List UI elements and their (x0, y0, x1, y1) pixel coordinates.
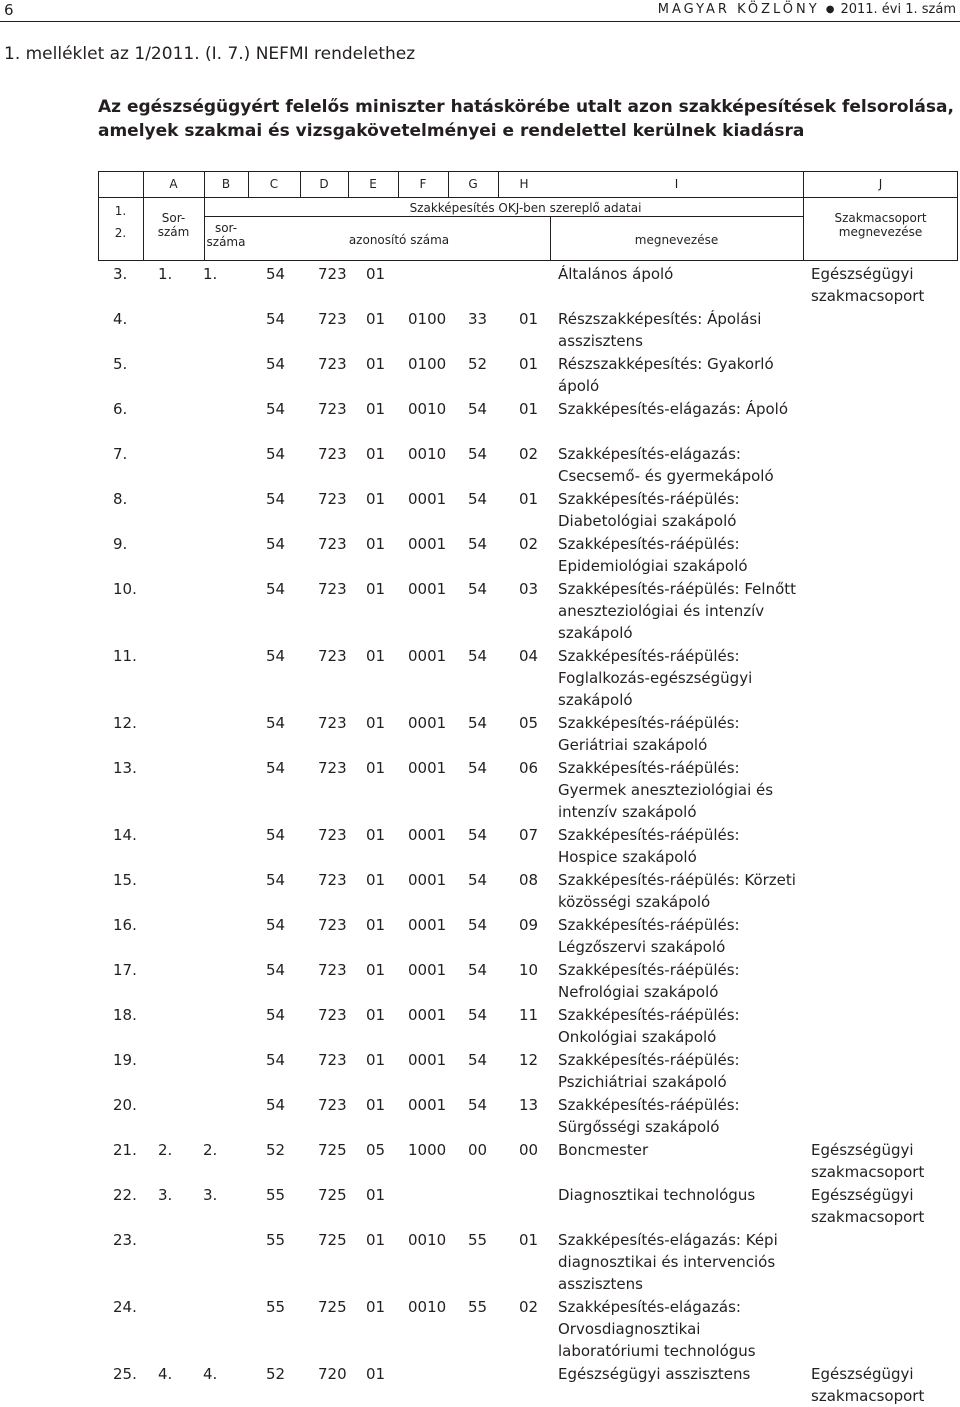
qualification-name: Szakképesítés-ráépülés: Nefrológiai szakápoló (558, 961, 740, 1001)
code-part-1: 54 (266, 647, 286, 665)
sorszama-cell: 2. (203, 1141, 218, 1159)
code-part-5: 54 (468, 445, 488, 463)
code-part-4: 0100 (408, 355, 447, 373)
code-part-1: 54 (266, 759, 286, 777)
qualification-name: Szakképesítés-elágazás: Ápoló (558, 400, 789, 418)
occupational-group: Egészségügyi szakmacsoport (811, 1186, 925, 1226)
row-number: 13. (113, 759, 137, 777)
journal-title (658, 2, 956, 17)
header-szakmacsoport: Szakmacsoport megnevezése (834, 211, 927, 239)
code-part-5: 54 (468, 400, 488, 418)
qualification-name: Általános ápoló (558, 265, 674, 283)
column-letter-e: E (369, 177, 377, 191)
document-title: Az egészségügyért felelős miniszter hatáskörébe utalt azon szakképesítések felsorolása, amelyek szakmai és vizsgakövetelményei e rendelettel kerülnek kiadásra (98, 97, 954, 141)
grid-line-bottom (98, 260, 958, 261)
code-part-1: 55 (266, 1298, 286, 1316)
code-part-5: 54 (468, 490, 488, 508)
code-part-1: 54 (266, 714, 286, 732)
row-number: 20. (113, 1096, 137, 1114)
row-number: 18. (113, 1006, 137, 1024)
code-part-2: 725 (318, 1141, 347, 1159)
code-part-3: 01 (366, 265, 386, 283)
code-part-1: 54 (266, 1096, 286, 1114)
code-part-6: 11 (519, 1006, 539, 1024)
code-part-5: 54 (468, 1051, 488, 1069)
code-part-1: 54 (266, 1051, 286, 1069)
code-part-2: 723 (318, 400, 347, 418)
row-number: 15. (113, 871, 137, 889)
code-part-5: 54 (468, 916, 488, 934)
row-number: 7. (113, 445, 128, 463)
table-header (98, 171, 958, 261)
code-part-6: 03 (519, 580, 539, 598)
code-part-1: 54 (266, 265, 286, 283)
annex-title: 1. melléklet az 1/2011. (I. 7.) NEFMI rendelethez (4, 44, 416, 64)
sorszam-cell: 4. (158, 1365, 173, 1383)
code-part-1: 54 (266, 355, 286, 373)
code-part-6: 02 (519, 1298, 539, 1316)
code-part-5: 55 (468, 1231, 488, 1249)
row-number: 11. (113, 647, 137, 665)
qualification-name: Diagnosztikai technológus (558, 1186, 756, 1204)
code-part-2: 723 (318, 647, 347, 665)
code-part-3: 01 (366, 871, 386, 889)
grid-line-row1 (98, 197, 958, 198)
code-part-1: 54 (266, 916, 286, 934)
code-part-2: 723 (318, 826, 347, 844)
code-part-3: 01 (366, 355, 386, 373)
column-letter-h: H (519, 177, 529, 191)
code-part-6: 05 (519, 714, 539, 732)
code-part-4: 0001 (408, 535, 447, 553)
header-sorszama: sor- száma (206, 221, 246, 249)
column-letter-g: G (468, 177, 478, 191)
code-part-4: 0001 (408, 759, 447, 777)
row-number: 6. (113, 400, 128, 418)
code-part-1: 52 (266, 1365, 286, 1383)
sorszam-cell: 1. (158, 265, 173, 283)
code-part-4: 0001 (408, 961, 447, 979)
header-okj-group: Szakképesítés OKJ-ben szereplő adatai (409, 201, 642, 215)
code-part-5: 54 (468, 535, 488, 553)
grid-line-top (98, 171, 958, 172)
code-part-4: 0010 (408, 400, 447, 418)
row-number: 10. (113, 580, 137, 598)
qualification-name: Egészségügyi asszisztens (558, 1365, 751, 1383)
qualification-name: Szakképesítés-ráépülés: Sürgősségi szakápoló (558, 1096, 740, 1136)
code-part-3: 01 (366, 647, 386, 665)
header-megnevezese: megnevezése (634, 233, 719, 247)
code-part-2: 723 (318, 535, 347, 553)
code-part-1: 54 (266, 445, 286, 463)
code-part-1: 54 (266, 871, 286, 889)
code-part-4: 0001 (408, 714, 447, 732)
code-part-6: 01 (519, 310, 539, 328)
column-letter-c: C (269, 177, 279, 191)
code-part-3: 01 (366, 310, 386, 328)
code-part-4: 0010 (408, 1298, 447, 1316)
code-part-6: 09 (519, 916, 539, 934)
code-part-3: 01 (366, 1096, 386, 1114)
sorszama-cell: 1. (203, 265, 218, 283)
code-part-6: 02 (519, 445, 539, 463)
code-part-5: 54 (468, 871, 488, 889)
code-part-2: 725 (318, 1186, 347, 1204)
issue-label: 2011. évi 1. szám (840, 2, 956, 17)
code-part-5: 52 (468, 355, 488, 373)
code-part-4: 0001 (408, 916, 447, 934)
code-part-4: 0001 (408, 1051, 447, 1069)
qualification-name: Szakképesítés-ráépülés: Foglalkozás-egészségügyi szakápoló (558, 647, 753, 709)
code-part-3: 01 (366, 1051, 386, 1069)
code-part-2: 723 (318, 265, 347, 283)
code-part-5: 54 (468, 714, 488, 732)
code-part-2: 723 (318, 961, 347, 979)
code-part-1: 55 (266, 1186, 286, 1204)
code-part-4: 0001 (408, 647, 447, 665)
journal-name: MAGYAR KÖZLÖNY (657, 2, 820, 17)
code-part-6: 01 (519, 1231, 539, 1249)
row-number-2: 2. (114, 226, 127, 240)
row-number: 24. (113, 1298, 137, 1316)
code-part-4: 0100 (408, 310, 447, 328)
row-number: 8. (113, 490, 128, 508)
code-part-6: 10 (519, 961, 539, 979)
row-number: 3. (113, 265, 128, 283)
column-letter-b: B (221, 177, 231, 191)
qualification-name: Szakképesítés-ráépülés: Diabetológiai szakápoló (558, 490, 740, 530)
code-part-4: 0001 (408, 580, 447, 598)
page-header (0, 0, 960, 20)
sorszam-cell: 2. (158, 1141, 173, 1159)
code-part-1: 54 (266, 580, 286, 598)
row-number: 4. (113, 310, 128, 328)
code-part-6: 00 (519, 1141, 539, 1159)
code-part-6: 07 (519, 826, 539, 844)
code-part-6: 12 (519, 1051, 539, 1069)
row-number: 5. (113, 355, 128, 373)
row-number: 19. (113, 1051, 137, 1069)
code-part-3: 01 (366, 961, 386, 979)
code-part-2: 723 (318, 871, 347, 889)
code-part-3: 01 (366, 826, 386, 844)
page-number: 6 (4, 1, 14, 19)
code-part-2: 723 (318, 445, 347, 463)
code-part-6: 04 (519, 647, 539, 665)
code-part-5: 54 (468, 1006, 488, 1024)
code-part-5: 00 (468, 1141, 488, 1159)
qualification-name: Részszakképesítés: Gyakorló ápoló (558, 355, 774, 395)
qualification-name: Szakképesítés-ráépülés: Körzeti közösségi szakápoló (558, 871, 796, 911)
code-part-3: 01 (366, 580, 386, 598)
row-number: 17. (113, 961, 137, 979)
code-part-4: 0001 (408, 826, 447, 844)
row-number: 12. (113, 714, 137, 732)
code-part-2: 723 (318, 1006, 347, 1024)
code-part-3: 01 (366, 1186, 386, 1204)
header-sorszam: Sor- szám (157, 211, 190, 239)
code-part-3: 01 (366, 1365, 386, 1383)
code-part-1: 54 (266, 490, 286, 508)
sorszam-cell: 3. (158, 1186, 173, 1204)
row-number: 22. (113, 1186, 137, 1204)
code-part-3: 01 (366, 714, 386, 732)
code-part-3: 01 (366, 535, 386, 553)
code-part-5: 54 (468, 647, 488, 665)
row-number: 25. (113, 1365, 137, 1383)
row-number: 9. (113, 535, 128, 553)
code-part-2: 723 (318, 490, 347, 508)
qualification-name: Boncmester (558, 1141, 649, 1159)
code-part-2: 723 (318, 714, 347, 732)
code-part-2: 723 (318, 355, 347, 373)
column-letter-f: F (419, 177, 427, 191)
code-part-2: 723 (318, 580, 347, 598)
code-part-1: 52 (266, 1141, 286, 1159)
header-rule (0, 21, 960, 22)
qualification-name: Szakképesítés-ráépülés: Gyermek aneszteziológiai és intenzív szakápoló (558, 759, 774, 821)
qualification-name: Részszakképesítés: Ápolási asszisztens (558, 310, 762, 350)
row-number-1: 1. (114, 204, 127, 218)
code-part-3: 05 (366, 1141, 386, 1159)
code-part-6: 01 (519, 490, 539, 508)
qualification-name: Szakképesítés-ráépülés: Légzőszervi szakápoló (558, 916, 740, 956)
sorszama-cell: 4. (203, 1365, 218, 1383)
code-part-5: 54 (468, 826, 488, 844)
qualification-name: Szakképesítés-elágazás: Orvosdiagnosztikai laboratóriumi technológus (558, 1298, 756, 1360)
code-part-1: 54 (266, 535, 286, 553)
qualification-name: Szakképesítés-ráépülés: Onkológiai szakápoló (558, 1006, 740, 1046)
column-letter-a: A (169, 177, 178, 191)
code-part-4: 0001 (408, 1006, 447, 1024)
code-part-2: 723 (318, 310, 347, 328)
code-part-6: 01 (519, 400, 539, 418)
qualification-name: Szakképesítés-ráépülés: Hospice szakápoló (558, 826, 740, 866)
code-part-2: 723 (318, 759, 347, 777)
code-part-2: 725 (318, 1231, 347, 1249)
code-part-6: 01 (519, 355, 539, 373)
header-azonosito: azonosító száma (348, 233, 450, 247)
code-part-1: 55 (266, 1231, 286, 1249)
code-part-6: 02 (519, 535, 539, 553)
column-letter-d: D (319, 177, 329, 191)
column-letter-i: I (674, 177, 679, 191)
code-part-3: 01 (366, 490, 386, 508)
code-part-5: 55 (468, 1298, 488, 1316)
code-part-5: 54 (468, 759, 488, 777)
code-part-4: 0010 (408, 445, 447, 463)
sorszama-cell: 3. (203, 1186, 218, 1204)
code-part-3: 01 (366, 1231, 386, 1249)
row-number: 23. (113, 1231, 137, 1249)
row-number: 21. (113, 1141, 137, 1159)
qualification-name: Szakképesítés-ráépülés: Pszichiátriai szakápoló (558, 1051, 740, 1091)
code-part-3: 01 (366, 759, 386, 777)
qualification-name: Szakképesítés-elágazás: Csecsemő- és gyermekápoló (558, 445, 774, 485)
code-part-1: 54 (266, 400, 286, 418)
code-part-4: 0010 (408, 1231, 447, 1249)
code-part-4: 0001 (408, 871, 447, 889)
code-part-5: 33 (468, 310, 488, 328)
row-number: 16. (113, 916, 137, 934)
code-part-6: 13 (519, 1096, 539, 1114)
qualification-name: Szakképesítés-ráépülés: Epidemiológiai szakápoló (558, 535, 748, 575)
code-part-2: 723 (318, 1051, 347, 1069)
code-part-4: 0001 (408, 490, 447, 508)
occupational-group: Egészségügyi szakmacsoport (811, 1141, 925, 1181)
code-part-6: 08 (519, 871, 539, 889)
column-letter-j: J (878, 177, 883, 191)
code-part-1: 54 (266, 1006, 286, 1024)
code-part-1: 54 (266, 826, 286, 844)
code-part-3: 01 (366, 400, 386, 418)
code-part-2: 723 (318, 916, 347, 934)
code-part-3: 01 (366, 445, 386, 463)
row-number: 14. (113, 826, 137, 844)
code-part-3: 01 (366, 1006, 386, 1024)
code-part-1: 54 (266, 310, 286, 328)
code-part-2: 720 (318, 1365, 347, 1383)
code-part-6: 06 (519, 759, 539, 777)
grid-line-row2 (204, 216, 803, 217)
code-part-3: 01 (366, 1298, 386, 1316)
qualification-name: Szakképesítés-ráépülés: Felnőtt aneszteziológiai és intenzív szakápoló (558, 580, 797, 642)
code-part-1: 54 (266, 961, 286, 979)
code-part-5: 54 (468, 1096, 488, 1114)
code-part-2: 725 (318, 1298, 347, 1316)
occupational-group: Egészségügyi szakmacsoport (811, 1365, 925, 1405)
bullet-icon: ● (825, 4, 835, 15)
occupational-group: Egészségügyi szakmacsoport (811, 265, 925, 305)
code-part-5: 54 (468, 580, 488, 598)
code-part-4: 0001 (408, 1096, 447, 1114)
code-part-5: 54 (468, 961, 488, 979)
code-part-2: 723 (318, 1096, 347, 1114)
code-part-3: 01 (366, 916, 386, 934)
qualification-name: Szakképesítés-ráépülés: Geriátriai szakápoló (558, 714, 740, 754)
qualification-name: Szakképesítés-elágazás: Képi diagnosztikai és intervenciós asszisztens (558, 1231, 778, 1293)
code-part-4: 1000 (408, 1141, 447, 1159)
